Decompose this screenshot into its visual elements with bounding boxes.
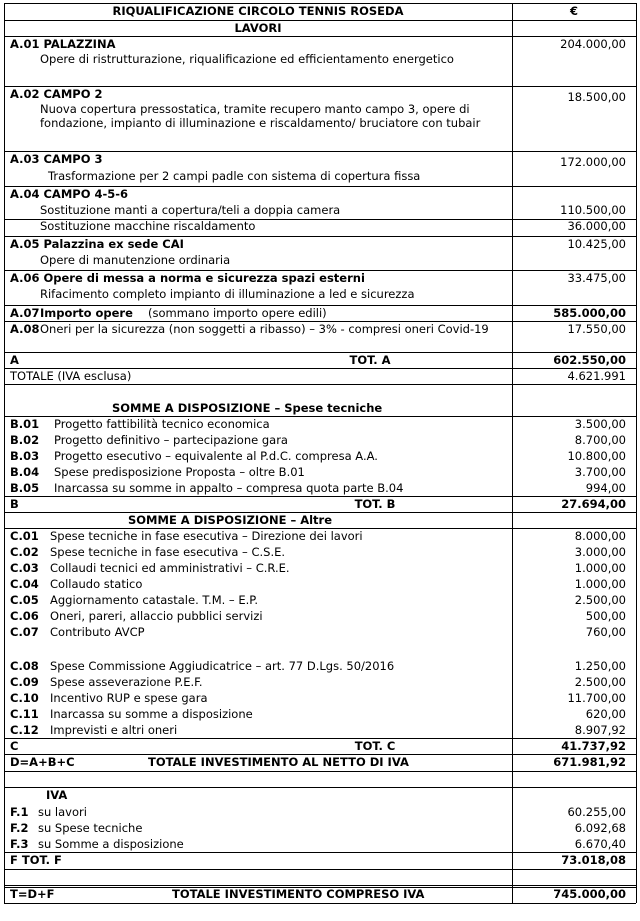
row-spacer xyxy=(0,771,640,787)
row-a02 xyxy=(0,86,640,151)
row-a01 xyxy=(0,36,640,86)
netto-amount: 671.981,92 xyxy=(553,755,626,769)
iva-item-amount: 6.092,68 xyxy=(574,821,626,835)
row-total-a xyxy=(0,352,640,368)
row-a06 xyxy=(0,270,640,305)
grand-total-code: T=D+F xyxy=(10,887,55,901)
total-c-amount: 41.737,92 xyxy=(561,739,626,753)
a07-code: A.07 xyxy=(10,306,40,320)
a02-amount: 18.500,00 xyxy=(567,90,626,104)
c-item-amount: 500,00 xyxy=(585,609,626,623)
iva-item-code: F.2 xyxy=(10,821,29,835)
c-item-desc: Spese tecniche in fase esecutiva – C.S.E. xyxy=(50,545,286,559)
row-divider xyxy=(4,219,636,220)
column-rule xyxy=(636,3,637,903)
a07-note: (sommano importo opere edili) xyxy=(148,306,327,320)
section-heading-lavori xyxy=(0,20,640,36)
b-item-code: B.05 xyxy=(10,481,40,495)
a06-code: A.06 Opere di messa a norma e sicurezza spazi esterni xyxy=(10,271,365,285)
a07-label: Importo opere xyxy=(40,306,133,320)
a04-desc-2: Sostituzione macchine riscaldamento xyxy=(40,219,256,233)
total-a-amount: 602.550,00 xyxy=(553,353,626,367)
c-item-code: C.05 xyxy=(10,593,39,607)
c-item-code: C.11 xyxy=(10,707,39,721)
c-item-amount: 8.907,92 xyxy=(574,723,626,737)
iva-item-amount: 60.255,00 xyxy=(567,805,626,819)
row-a08 xyxy=(0,321,640,352)
total-b-label: TOT. B xyxy=(354,497,396,511)
c-item-code: C.01 xyxy=(10,529,39,543)
a03-amount: 172.000,00 xyxy=(560,155,626,169)
iva-item-code: F.3 xyxy=(10,837,29,851)
section-heading-iva xyxy=(0,787,640,804)
b-item-amount: 10.800,00 xyxy=(567,449,626,463)
iva-item-amount: 6.670,40 xyxy=(574,837,626,851)
row-b-item xyxy=(0,464,640,480)
c-item-amount: 11.700,00 xyxy=(567,691,626,705)
a05-amount: 10.425,00 xyxy=(567,237,626,251)
b-item-amount: 994,00 xyxy=(585,481,626,495)
iva-item-desc: su Somme a disposizione xyxy=(38,837,184,851)
c-item-desc: Oneri, pareri, allaccio pubblici servizi xyxy=(50,609,263,623)
total-f-amount: 73.018,08 xyxy=(561,853,626,867)
table-header xyxy=(0,3,640,20)
c-item-desc: Contributo AVCP xyxy=(50,625,145,639)
c-item-code: C.07 xyxy=(10,625,39,639)
total-f-label: F TOT. F xyxy=(10,853,62,867)
row-c-item xyxy=(0,658,640,674)
row-iva-item xyxy=(0,820,640,836)
b-item-amount: 3.700,00 xyxy=(574,465,626,479)
row-b-item xyxy=(0,416,640,432)
row-a03 xyxy=(0,151,640,186)
c-item-amount: 2.500,00 xyxy=(574,675,626,689)
row-total-c xyxy=(0,738,640,754)
total-c-label: TOT. C xyxy=(354,739,396,753)
a01-desc: Opere di ristrutturazione, riqualificazione ed efficientamento energetico xyxy=(40,52,454,66)
total-b-amount: 27.694,00 xyxy=(561,497,626,511)
row-iva-excluded xyxy=(0,368,640,384)
total-b-code: B xyxy=(10,497,19,511)
b-item-code: B.04 xyxy=(10,465,40,479)
c-item-amount: 2.500,00 xyxy=(574,593,626,607)
row-c-item xyxy=(0,544,640,560)
total-a-code: A xyxy=(10,353,19,367)
c-item-code: C.03 xyxy=(10,561,39,575)
c-item-code: C.12 xyxy=(10,723,39,737)
c-item-desc: Collaudo statico xyxy=(50,577,143,591)
row-c-item xyxy=(0,624,640,640)
a06-desc: Rifacimento completo impianto di illuminazione a led e sicurezza xyxy=(40,287,415,301)
row-c-item xyxy=(0,608,640,624)
a08-code: A.08 xyxy=(10,322,40,336)
lavori-heading: LAVORI xyxy=(234,21,282,35)
row-total-net xyxy=(0,754,640,771)
row-spacer xyxy=(0,869,640,885)
c-item-desc: Imprevisti e altri oneri xyxy=(50,723,178,737)
row-c-item xyxy=(0,674,640,690)
column-rule xyxy=(4,3,5,903)
row-c-item xyxy=(0,706,640,722)
b-item-desc: Spese predisposizione Proposta – oltre B.01 xyxy=(54,465,305,479)
row-a05 xyxy=(0,236,640,270)
b-item-desc: Progetto esecutivo – equivalente al P.d.C. compresa A.A. xyxy=(54,449,378,463)
b-item-amount: 8.700,00 xyxy=(574,433,626,447)
netto-code: D=A+B+C xyxy=(10,755,75,769)
row-c-item xyxy=(0,560,640,576)
row-divider xyxy=(4,903,636,904)
row-c-item xyxy=(0,528,640,544)
grand-total-amount: 745.000,00 xyxy=(553,887,626,901)
c-item-code: C.08 xyxy=(10,659,39,673)
c-item-code: C.04 xyxy=(10,577,39,591)
a04-amount-2: 36.000,00 xyxy=(567,219,626,233)
row-grand-total xyxy=(0,885,640,903)
a04-amount-1: 110.500,00 xyxy=(560,203,626,217)
row-total-f xyxy=(0,852,640,869)
a05-desc: Opere di manutenzione ordinaria xyxy=(40,253,231,267)
c-item-amount: 760,00 xyxy=(585,625,626,639)
b-item-code: B.03 xyxy=(10,449,40,463)
row-a04 xyxy=(0,186,640,236)
row-total-b xyxy=(0,496,640,512)
a07-amount: 585.000,00 xyxy=(553,306,626,320)
c-item-desc: Aggiornamento catastale. T.M. – E.P. xyxy=(50,593,259,607)
row-b-item xyxy=(0,480,640,496)
a03-desc: Trasformazione per 2 campi padle con sistema di copertura fissa xyxy=(48,169,421,183)
total-a-label: TOT. A xyxy=(349,353,391,367)
c-item-desc: Spese asseverazione P.E.F. xyxy=(50,675,203,689)
a04-desc-1: Sostituzione manti a copertura/teli a doppia camera xyxy=(40,203,341,217)
c-item-desc: Spese Commissione Aggiudicatrice – art. 77 D.Lgs. 50/2016 xyxy=(50,659,395,673)
a04-code: A.04 CAMPO 4-5-6 xyxy=(10,187,129,201)
b-item-amount: 3.500,00 xyxy=(574,417,626,431)
total-c-code: C xyxy=(10,739,19,753)
iva-heading: IVA xyxy=(46,788,68,802)
b-item-code: B.02 xyxy=(10,433,40,447)
a02-desc: Nuova copertura pressostatica, tramite recupero manto campo 3, opere di fondazione, impianto di illuminazione e riscaldamento/ bruciatore con tubair xyxy=(40,102,481,130)
c-item-code: C.02 xyxy=(10,545,39,559)
a03-code: A.03 CAMPO 3 xyxy=(10,152,103,166)
c-item-amount: 1.000,00 xyxy=(574,577,626,591)
c-item-amount: 1.000,00 xyxy=(574,561,626,575)
spese-tecniche-heading: SOMME A DISPOSIZIONE – Spese tecniche xyxy=(112,401,383,415)
b-item-code: B.01 xyxy=(10,417,40,431)
a01-code: A.01 PALAZZINA xyxy=(10,37,116,51)
header-title: RIQUALIFICAZIONE CIRCOLO TENNIS ROSEDA xyxy=(112,4,404,18)
row-c-item xyxy=(0,592,640,608)
c-item-code: C.10 xyxy=(10,691,39,705)
c-item-code: C.09 xyxy=(10,675,39,689)
iva-excluded-label: TOTALE (IVA esclusa) xyxy=(10,369,132,383)
row-iva-item xyxy=(0,836,640,852)
c-item-amount: 3.000,00 xyxy=(574,545,626,559)
row-iva-item xyxy=(0,804,640,820)
row-spacer xyxy=(0,640,640,658)
b-item-desc: Inarcassa su somme in appalto – compresa quota parte B.04 xyxy=(54,481,404,495)
c-item-amount: 620,00 xyxy=(585,707,626,721)
iva-item-desc: su Spese tecniche xyxy=(38,821,143,835)
c-item-code: C.06 xyxy=(10,609,39,623)
a02-code: A.02 CAMPO 2 xyxy=(10,87,103,101)
c-item-amount: 1.250,00 xyxy=(574,659,626,673)
row-c-item xyxy=(0,690,640,706)
row-c-item xyxy=(0,722,640,738)
row-c-item xyxy=(0,576,640,592)
iva-item-code: F.1 xyxy=(10,805,29,819)
b-item-desc: Progetto fattibilità tecnico economica xyxy=(54,417,270,431)
row-b-item xyxy=(0,432,640,448)
c-item-amount: 8.000,00 xyxy=(574,529,626,543)
iva-item-desc: su lavori xyxy=(38,805,87,819)
c-item-desc: Incentivo RUP e spese gara xyxy=(50,691,208,705)
b-item-desc: Progetto definitivo – partecipazione gara xyxy=(54,433,288,447)
a08-desc: Oneri per la sicurezza (non soggetti a ribasso) – 3% - compresi oneri Covid-19 xyxy=(40,322,489,336)
row-a07 xyxy=(0,305,640,321)
c-item-desc: Inarcassa su somme a disposizione xyxy=(50,707,253,721)
a01-amount: 204.000,00 xyxy=(560,37,626,51)
altre-heading: SOMME A DISPOSIZIONE – Altre xyxy=(128,513,333,527)
header-currency: € xyxy=(569,4,578,18)
section-heading-altre xyxy=(0,512,640,528)
section-heading-spese-tecniche xyxy=(0,384,640,416)
iva-excluded-amount: 4.621.991 xyxy=(567,369,626,383)
column-rule xyxy=(512,3,513,903)
c-item-desc: Collaudi tecnici ed amministrativi – C.R.E. xyxy=(50,561,290,575)
row-b-item xyxy=(0,448,640,464)
a06-amount: 33.475,00 xyxy=(567,271,626,285)
c-item-desc: Spese tecniche in fase esecutiva – Direzione dei lavori xyxy=(50,529,363,543)
a05-code: A.05 Palazzina ex sede CAI xyxy=(10,237,184,251)
grand-total-label: TOTALE INVESTIMENTO COMPRESO IVA xyxy=(172,887,425,901)
a08-amount: 17.550,00 xyxy=(567,322,626,336)
netto-label: TOTALE INVESTIMENTO AL NETTO DI IVA xyxy=(148,755,409,769)
